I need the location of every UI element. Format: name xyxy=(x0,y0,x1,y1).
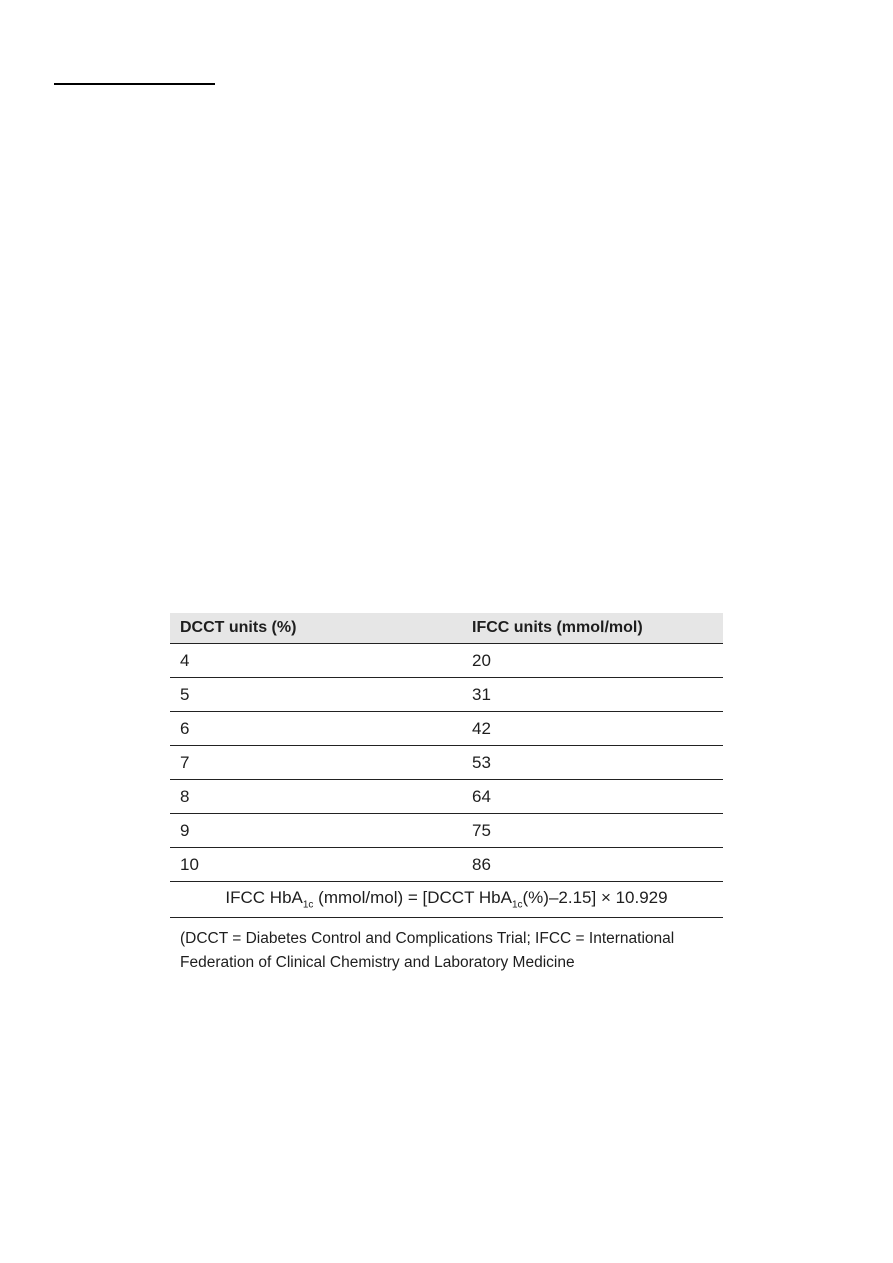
table-row xyxy=(170,848,723,882)
formula-lhs-prefix: IFCC HbA xyxy=(225,888,303,908)
formula-lhs-suffix: (mmol/mol) = [DCCT HbA xyxy=(313,888,512,908)
table-row xyxy=(170,712,723,746)
ifcc-value: 86 xyxy=(472,848,723,882)
formula-lhs-subscript: 1c xyxy=(302,899,314,911)
ifcc-value: 64 xyxy=(472,780,723,814)
table-row xyxy=(170,746,723,780)
ifcc-value: 20 xyxy=(472,644,723,678)
ifcc-value: 53 xyxy=(472,746,723,780)
dcct-value: 7 xyxy=(170,746,472,780)
table-row xyxy=(170,678,723,712)
dcct-value: 9 xyxy=(170,814,472,848)
hba1c-conversion-table xyxy=(170,613,723,918)
conversion-formula xyxy=(170,882,723,918)
dcct-value: 8 xyxy=(170,780,472,814)
header-ifcc-units: IFCC units (mmol/mol) xyxy=(472,613,723,644)
top-rule-divider xyxy=(54,83,215,85)
ifcc-value: 31 xyxy=(472,678,723,712)
formula-row xyxy=(170,882,723,918)
table-header-row xyxy=(170,613,723,644)
dcct-value: 5 xyxy=(170,678,472,712)
dcct-value: 4 xyxy=(170,644,472,678)
ifcc-value: 42 xyxy=(472,712,723,746)
formula-rhs-suffix: (%)–2.15] × 10.929 xyxy=(522,888,668,908)
dcct-value: 10 xyxy=(170,848,472,882)
table-footnote: (DCCT = Diabetes Control and Complications Trial; IFCC = International Federation of Clinical Chemistry and Laboratory Medicine xyxy=(180,930,675,971)
table-row xyxy=(170,644,723,678)
header-dcct-units: DCCT units (%) xyxy=(170,613,472,644)
ifcc-value: 75 xyxy=(472,814,723,848)
conversion-table-block xyxy=(170,613,723,975)
table-row xyxy=(170,814,723,848)
dcct-value: 6 xyxy=(170,712,472,746)
table-row xyxy=(170,780,723,814)
formula-rhs-subscript: 1c xyxy=(511,899,523,911)
